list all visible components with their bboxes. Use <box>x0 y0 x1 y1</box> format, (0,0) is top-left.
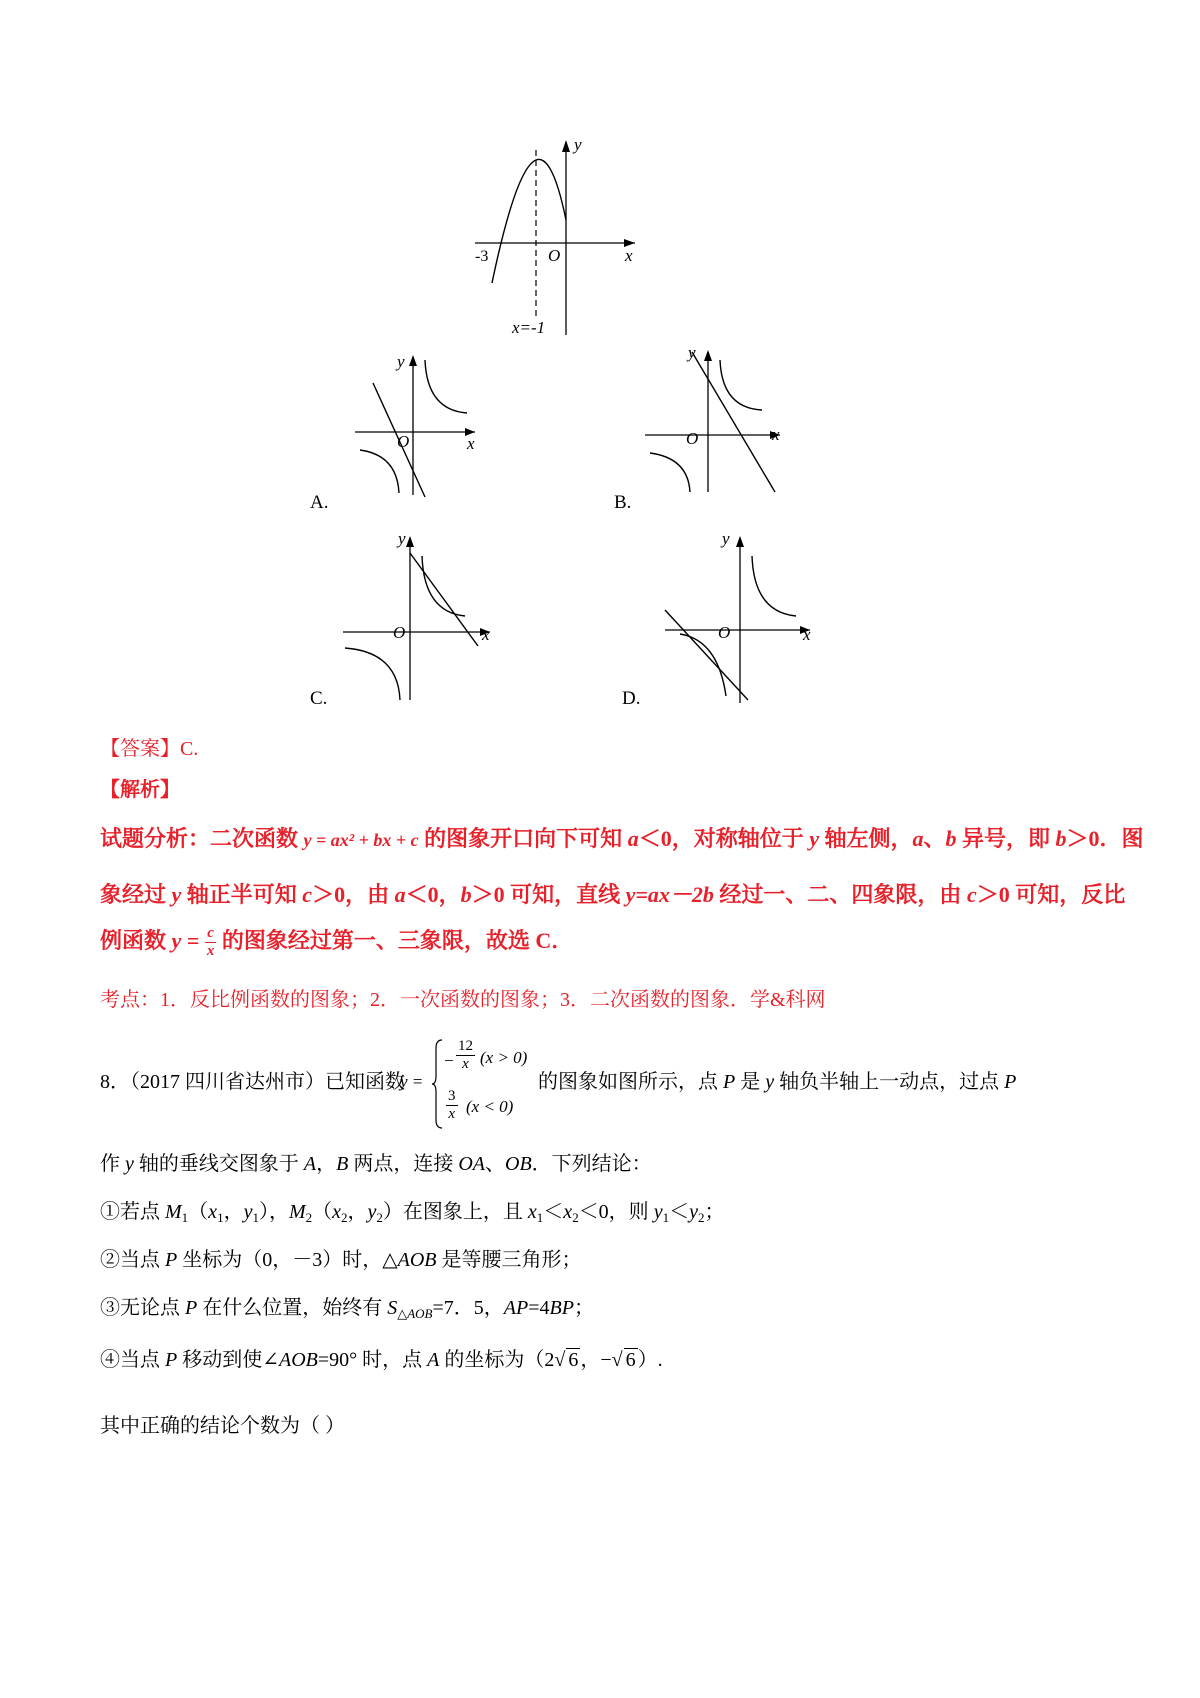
q8-final-question: 其中正确的结论个数为（ ） <box>100 1415 345 1437</box>
q8-conclusion-1: ①若点 $M_1(x_1$，$y_1$），$M_2(x_2$，$y_2$）在图象上，且 $x_1<x_2<0$，则 $y_1<y_2$； <box>100 1201 725 1225</box>
y-axis-label: y <box>398 529 406 548</box>
piecewise-y: y = <box>400 1072 424 1091</box>
option-c-letter[interactable]: C. <box>310 688 328 709</box>
symmetry-axis-label: x=-1 <box>512 318 546 337</box>
q8-conclusion-4: ④当点 P 移动到使∠AOB=90° 时，点 A 的坐标为（2√ 6 ，−√ 6 ）. <box>100 1349 663 1371</box>
option-c-graph <box>340 528 500 703</box>
piece-1-fraction: $\frac{12}{x}$ <box>458 1038 473 1072</box>
linear-expression: y=ax－2b <box>625 882 714 907</box>
analysis-line-3: 例函数 y = $\frac{c}{x}$ 的图象经过第一、三象限，故选 C． <box>100 925 574 960</box>
hyperbola-branch-right <box>752 556 796 616</box>
linear-function-line <box>692 352 775 492</box>
option-b-graph <box>640 340 790 495</box>
x-axis-label: x <box>482 625 490 644</box>
q8-prefix: 8．（2017 四川省达州市）已知函数 <box>100 1071 405 1093</box>
quadratic-formula: y = ax² + bx + c <box>303 830 419 850</box>
x-axis-label: x <box>467 434 475 453</box>
coord-a-x: 2√ 6 <box>544 1349 579 1371</box>
linear-function-line <box>665 610 748 700</box>
analysis-label: 【解析】 <box>100 779 180 801</box>
origin-label: O <box>548 246 561 265</box>
c-over-x-fraction: $\frac{c}{x}$ <box>206 925 215 960</box>
y-axis-arrow <box>704 350 712 361</box>
q8-conclusion-2: ②当点 P 坐标为（0，－3）时，△AOB 是等腰三角形； <box>100 1249 582 1271</box>
kaodian-line: 考点：1．反比例函数的图象；2．一次函数的图象；3．二次函数的图象．学&科网 <box>100 989 826 1011</box>
coord-a-y: −√ 6 <box>600 1349 636 1371</box>
origin-label: O <box>686 429 699 448</box>
x-axis-label: x <box>803 625 811 644</box>
origin-label: O <box>393 623 406 642</box>
piece-1-sign: − <box>444 1051 454 1070</box>
hyperbola-branch-left <box>680 634 726 696</box>
hyperbola-branch-left <box>650 453 690 492</box>
y-axis-arrow <box>406 536 414 547</box>
analysis-line-2: 象经过 y 轴正半可知 c＞0，由 a＜0，b＞0 可知，直线 y=ax－2b 经过一、二、四象限，由 c＞0 可知，反比 <box>100 882 1126 907</box>
piecewise-function <box>396 1036 536 1132</box>
option-d-letter[interactable]: D. <box>622 688 641 709</box>
q8-conclusion-3: ③无论点 P 在什么位置，始终有 $S_{\triangle AOB}=7$．5，AP=4BP； <box>100 1297 594 1321</box>
x-axis-label: x <box>625 246 633 265</box>
q8-line-2: 作 y 轴的垂线交图象于 A，B 两点，连接 OA、OB．下列结论： <box>100 1153 652 1175</box>
hyperbola-branch-right <box>422 556 465 616</box>
option-a-letter[interactable]: A. <box>310 492 329 513</box>
y-axis-label: y <box>397 352 405 371</box>
y-axis-label: y <box>688 343 696 362</box>
analysis-line-1: 试题分析：二次函数 y = ax² + bx + c 的图象开口向下可知 a＜0，对称轴位于 y 轴左侧，a、b 异号，即 b＞0．图 <box>100 826 1144 851</box>
answer-value: C. <box>180 738 199 760</box>
hyperbola-branch-right <box>720 360 762 410</box>
y-axis-arrow <box>409 355 417 366</box>
piece-1-condition: (x > 0) <box>480 1048 528 1067</box>
main-graph-figure <box>470 130 650 340</box>
answer-line <box>100 735 198 763</box>
piece-2-fraction: $\frac{3}{x}$ <box>448 1088 456 1122</box>
hyperbola-branch-right <box>425 360 467 413</box>
x-axis-label: x <box>772 425 780 444</box>
origin-label: O <box>718 623 731 642</box>
option-a-graph <box>345 345 485 500</box>
piece-2-condition: (x < 0) <box>466 1097 514 1116</box>
answer-label: 【答案】 <box>100 738 180 760</box>
y-axis-arrow <box>562 140 570 152</box>
y-axis-arrow <box>736 536 744 547</box>
origin-label: O <box>397 432 410 451</box>
y-axis-label: y <box>574 135 582 154</box>
x-intercept-label: -3 <box>475 248 489 265</box>
y-axis-label: y <box>722 529 730 548</box>
hyperbola-branch-left <box>345 648 400 700</box>
q8-suffix: 的图象如图所示，点 P 是 y 轴负半轴上一动点，过点 P <box>538 1071 1017 1093</box>
hyperbola-branch-left <box>360 450 399 493</box>
piecewise-brace <box>432 1038 444 1130</box>
option-b-letter[interactable]: B. <box>614 492 632 513</box>
option-d-graph <box>660 528 820 703</box>
